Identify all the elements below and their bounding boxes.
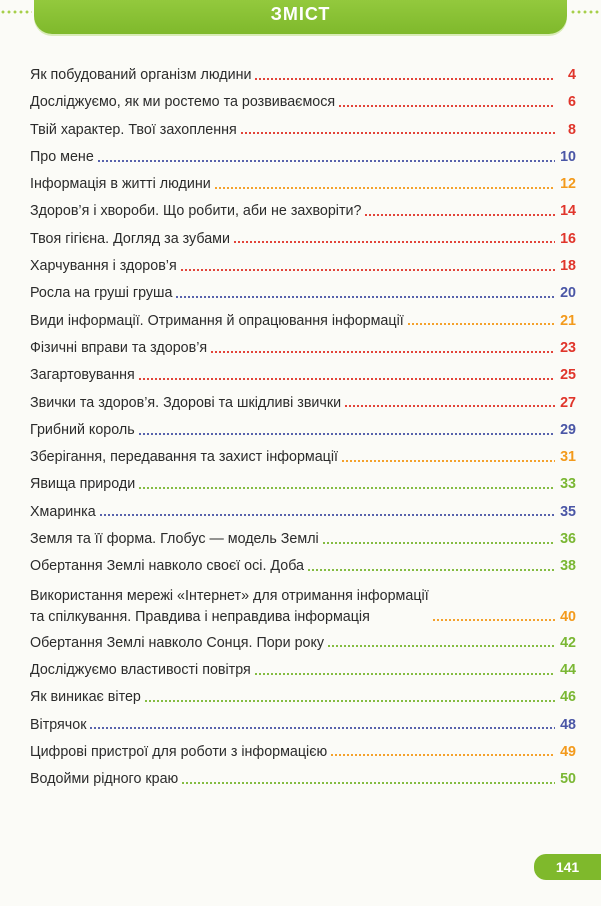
toc-entry-text: Вітрячок [30,716,87,733]
toc-entry[interactable] [30,471,576,498]
toc-page-number: 18 [560,258,576,275]
toc-entry-title [30,471,135,498]
toc-entry[interactable] [30,117,576,144]
toc-entry-title [30,586,429,628]
toc-page-number: 42 [560,634,576,651]
toc-page-number: 40 [560,608,576,625]
toc-page-number: 12 [560,176,576,193]
toc-entry-text: Як виникає вітер [30,689,141,706]
toc-entry[interactable] [30,553,576,580]
toc-entry-title [30,280,172,307]
toc-entry-text: Явища природи [30,476,136,493]
toc-page-number: 50 [560,771,576,788]
toc-entry-text: Цифрові пристрої для роботи з інформацією [30,743,328,760]
toc-entry-title [30,362,135,389]
header [0,0,601,38]
dot-leader [97,160,555,162]
dot-leader [180,269,555,271]
toc-page-number: 46 [560,689,576,706]
toc-page-number: 27 [560,394,576,411]
dot-leader [432,619,555,621]
toc-entry-title [30,198,361,225]
header-band [34,0,567,34]
toc-entry[interactable] [30,226,576,253]
dot-leader [254,78,555,80]
toc-entry-text: Фізичні вправи та здоров’я [30,339,208,356]
toc-entry-title [30,553,304,580]
toc-entry[interactable] [30,144,576,171]
dot-leader [364,214,555,216]
toc-entry[interactable] [30,362,576,389]
toc-entry[interactable] [30,171,576,198]
toc-page-number: 25 [560,367,576,384]
toc-entry-text: Інформація в житті людини [30,176,211,193]
dot-leader [330,754,555,756]
toc-entry-text: Твій характер. Твої захоплення [30,121,237,138]
toc-page-number: 31 [560,449,576,466]
toc-entry-text: Твоя гігієна. Догляд за зубами [30,230,230,247]
toc-entry[interactable] [30,766,576,793]
dot-leader [407,323,555,325]
dot-leader [327,645,555,647]
table-of-contents [30,62,576,793]
toc-entry[interactable] [30,253,576,280]
toc-entry-title [30,89,335,116]
toc-entry[interactable] [30,712,576,739]
decorative-dots-right [570,10,601,14]
toc-entry-title [30,390,341,417]
toc-entry-title [30,630,324,657]
toc-page-number: 21 [560,312,576,329]
toc-entry[interactable] [30,657,576,684]
toc-entry[interactable] [30,62,576,89]
dot-leader [138,378,555,380]
toc-page-number: 16 [560,230,576,247]
toc-entry[interactable] [30,280,576,307]
toc-entry-title [30,766,178,793]
toc-entry-text: Досліджуємо властивості повітря [30,661,251,678]
dot-leader [322,542,555,544]
toc-page-number: 48 [560,716,576,733]
toc-entry-text: Хмаринка [30,503,96,520]
dot-leader [89,727,555,729]
page-number-badge: 141 [534,854,601,880]
toc-entry-title [30,417,135,444]
toc-page-number: 8 [568,121,576,138]
toc-entry-text: Види інформації. Отримання й опрацювання інформації [30,312,404,329]
dot-leader [233,241,555,243]
toc-page-number: 20 [560,285,576,302]
toc-entry-title [30,684,141,711]
toc-entry-title [30,739,327,766]
toc-page-number: 4 [568,67,576,83]
toc-page-number: 14 [560,203,576,220]
toc-page-number: 49 [560,743,576,760]
toc-entry-text: Грибний король [30,421,135,438]
toc-entry[interactable] [30,499,576,526]
toc-entry-title [30,712,86,739]
toc-entry-title [30,117,237,144]
dot-leader [138,487,555,489]
dot-leader [181,782,555,784]
toc-entry-text: Звички та здоров’я. Здорові та шкідливі звички [30,394,342,411]
dot-leader [254,673,555,675]
toc-entry[interactable] [30,198,576,225]
toc-entry-text: Здоров’я і хвороби. Що робити, аби не захворіти? [30,203,362,220]
dot-leader [210,351,555,353]
toc-entry-text: та спілкування. Правдива і неправдива інформація [30,608,370,625]
toc-entry-text: Водойми рідного краю [30,771,179,788]
toc-entry-title [30,226,230,253]
toc-entry[interactable] [30,684,576,711]
toc-entry[interactable] [30,308,576,335]
toc-entry-text: Про мене [30,148,94,165]
toc-entry-text: Харчування і здоров’я [30,258,177,275]
toc-entry-title [30,308,404,335]
toc-entry-title [30,526,319,553]
dot-leader [341,460,555,462]
toc-page-number: 23 [560,339,576,356]
toc-entry[interactable] [30,630,576,657]
toc-entry-text: Обертання Землі навколо Сонця. Пори року [30,634,325,651]
toc-page-number: 44 [560,661,576,678]
toc-entry-title [30,62,251,89]
page-title: ЗМІСТ [270,4,331,24]
toc-entry-title [30,657,251,684]
toc-entry[interactable] [30,390,576,417]
dot-leader [175,296,555,298]
decorative-dots-left [0,10,32,14]
toc-page-number: 10 [560,148,576,165]
toc-entry-text: Досліджуємо, як ми ростемо та розвиваємося [30,94,336,111]
toc-entry[interactable] [30,444,576,471]
toc-entry-title [30,499,96,526]
toc-entry-title [30,144,94,171]
toc-page-number: 38 [560,558,576,575]
toc-entry-text: Зберігання, передавання та захист інформації [30,449,339,466]
dot-leader [344,405,555,407]
toc-page-number: 6 [568,94,576,111]
toc-page-number: 36 [560,531,576,548]
toc-entry-text: Загартовування [30,367,135,384]
toc-entry-title [30,253,177,280]
toc-entry-text: Обертання Землі навколо своєї осі. Доба [30,558,305,575]
dot-leader [144,700,555,702]
toc-entry-title [30,444,338,471]
toc-entry-title [30,171,211,198]
toc-entry-text: Росла на груші груша [30,285,173,302]
toc-entry[interactable] [30,526,576,553]
toc-entry[interactable] [30,739,576,766]
toc-entry[interactable] [30,89,576,116]
dot-leader [240,132,555,134]
toc-entry[interactable] [30,417,576,444]
toc-page-number: 29 [560,421,576,438]
dot-leader [214,187,555,189]
toc-entry-text: Використання мережі «Інтернет» для отримання інформації [30,587,429,604]
toc-entry[interactable] [30,335,576,362]
dot-leader [307,569,555,571]
toc-entry-text: Як побудований організм людини [30,67,252,83]
dot-leader [138,433,555,435]
toc-page-number: 35 [560,503,576,520]
toc-entry[interactable] [30,581,576,630]
dot-leader [338,105,555,107]
dot-leader [99,514,555,516]
toc-entry-title [30,335,207,362]
toc-page-number: 33 [560,476,576,493]
toc-entry-text: Земля та її форма. Глобус — модель Землі [30,531,319,548]
